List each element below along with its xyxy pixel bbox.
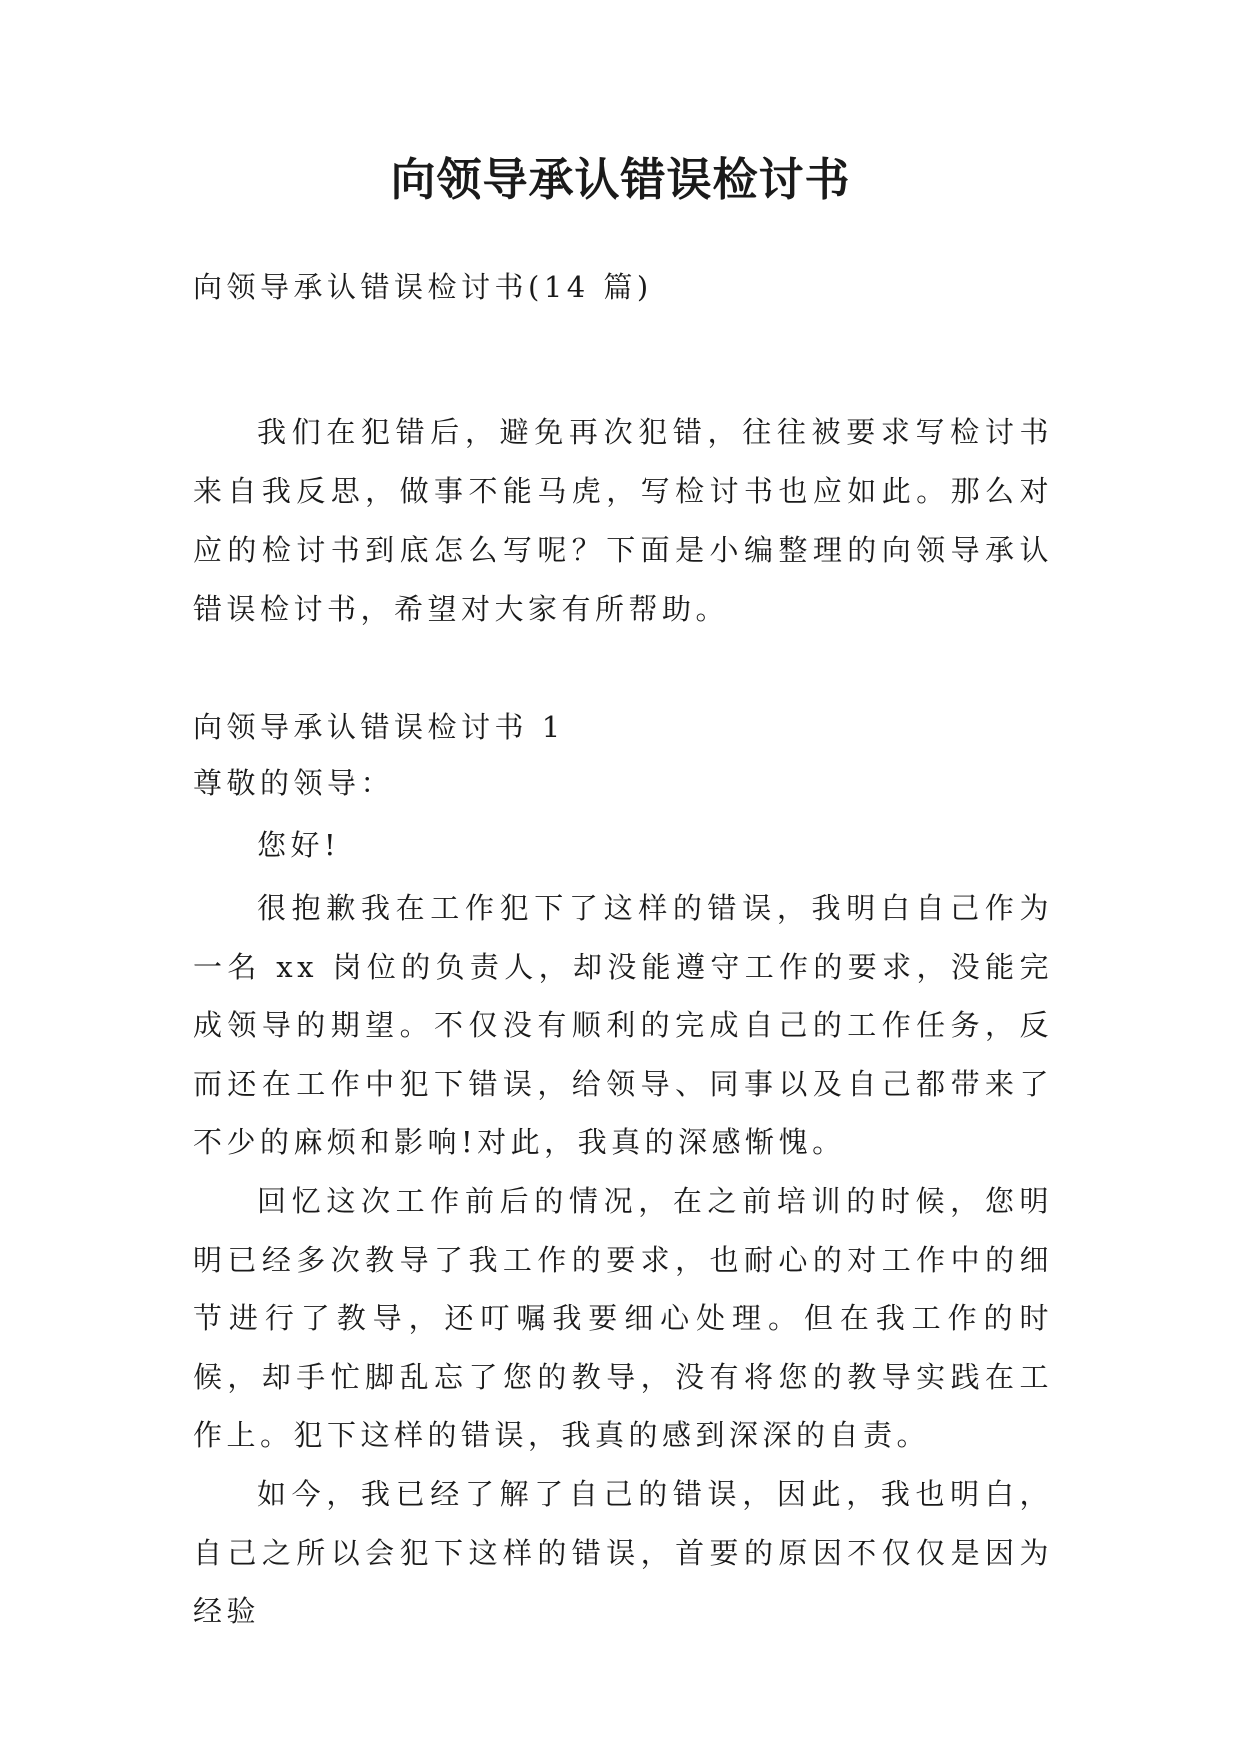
intro-paragraph: 我们在犯错后，避免再次犯错，往往被要求写检讨书来自我反思，做事不能马虎，写检讨书也应如此。那么对应的检讨书到底怎么写呢？下面是小编整理的向领导承认错误检讨书，希望对大家有所帮助。 bbox=[193, 415, 1053, 626]
body-paragraph: 很抱歉我在工作犯下了这样的错误，我明白自己作为一名 xx 岗位的负责人，却没能遵守工作的要求，没能完成领导的期望。不仅没有顺利的完成自己的工作任务，反而还在工作中犯下错误，给领导、同事以及自己都带来了不少的麻烦和影响!对此，我真的深感惭愧。 bbox=[193, 891, 1053, 1159]
greeting: 您好! bbox=[257, 828, 341, 862]
section-title: 向领导承认错误检讨书 1 bbox=[193, 710, 565, 744]
salutation: 尊敬的领导： bbox=[193, 766, 395, 800]
document-title: 向领导承认错误检讨书 bbox=[390, 153, 851, 206]
document-subtitle: 向领导承认错误检讨书(14 篇) bbox=[193, 270, 653, 304]
body-paragraph: 回忆这次工作前后的情况，在之前培训的时候，您明明已经多次教导了我工作的要求，也耐心的对工作中的细节进行了教导，还叮嘱我要细心处理。但在我工作的时候，却手忙脚乱忘了您的教导，没有将您的教导实践在工作上。犯下这样的错误，我真的感到深深的自责。 bbox=[193, 1184, 1053, 1452]
body-paragraph: 如今，我已经了解了自己的错误，因此，我也明白，自己之所以会犯下这样的错误，首要的原因不仅仅是因为经验 bbox=[193, 1477, 1053, 1628]
